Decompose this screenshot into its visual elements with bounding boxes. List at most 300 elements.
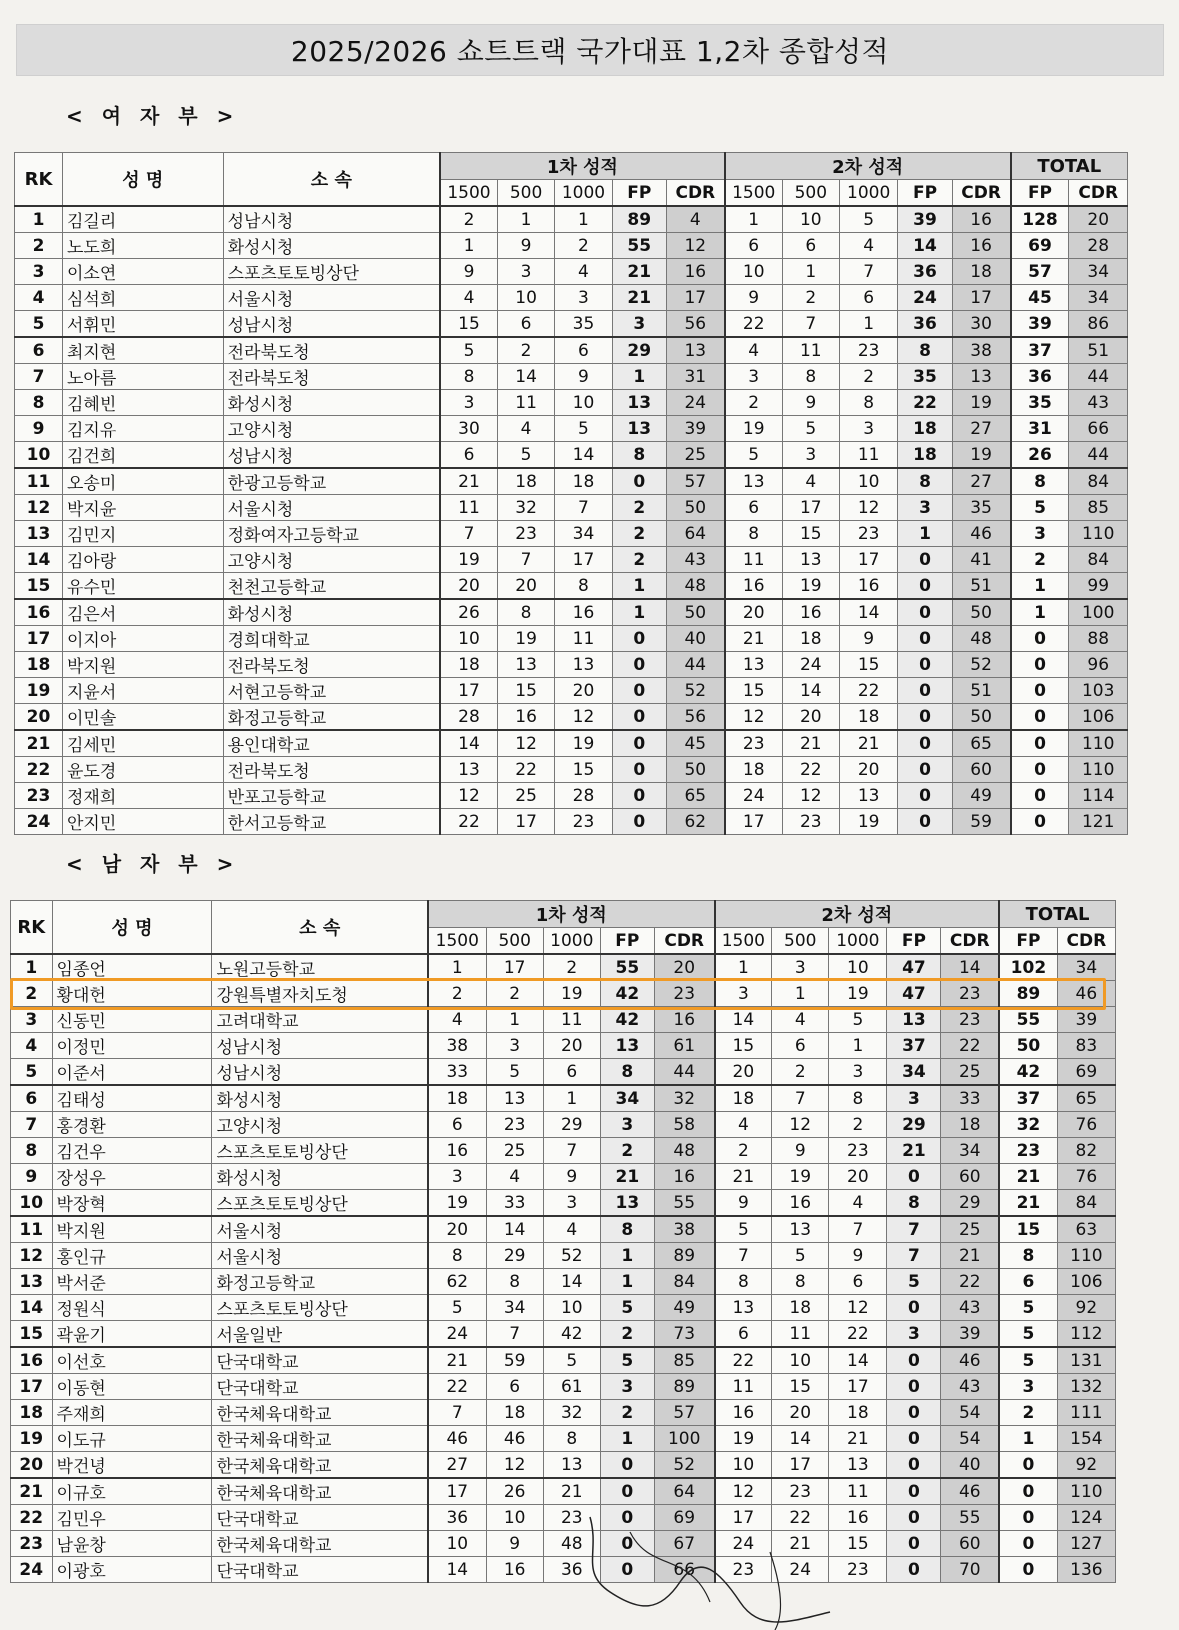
round1-fp-cell: 42	[600, 981, 654, 1007]
round1-cdr-cell: 16	[654, 1164, 714, 1190]
skater-name-cell: 김길리	[62, 206, 223, 233]
affiliation-cell: 서울시청	[223, 495, 440, 521]
round2-cdr-cell: 29	[941, 1190, 999, 1217]
total-cdr-cell: 92	[1057, 1295, 1115, 1321]
skater-name-cell: 이동현	[52, 1374, 212, 1400]
round1-cdr-cell: 64	[666, 521, 724, 547]
round2-d500-cell: 2	[772, 1059, 829, 1086]
round2-cdr-cell: 54	[941, 1426, 999, 1452]
round1-d1000-cell: 29	[543, 1112, 600, 1138]
round2-d500-cell: 5	[782, 416, 839, 442]
round1-d1000-cell: 1	[543, 1085, 600, 1112]
round1-cdr-cell: 16	[654, 1007, 714, 1033]
table-row	[11, 1478, 1116, 1505]
affiliation-cell: 한서고등학교	[223, 809, 440, 835]
table-row	[11, 1033, 1116, 1059]
round1-cdr-cell: 89	[654, 1243, 714, 1269]
round2-d500-header: 500	[782, 180, 839, 207]
round2-d1500-cell: 23	[715, 1557, 772, 1583]
round1-d1500-cell: 13	[440, 757, 497, 783]
round1-d1000-cell: 61	[543, 1374, 600, 1400]
round2-d1500-cell: 12	[725, 704, 782, 731]
table-row	[11, 1269, 1116, 1295]
total-cdr-cell: 106	[1069, 704, 1128, 731]
round2-d1000-cell: 3	[829, 1059, 887, 1086]
skater-name-cell: 김태성	[52, 1085, 212, 1112]
round2-fp-cell: 0	[898, 547, 952, 573]
round1-d1000-header: 1000	[555, 180, 612, 207]
round1-fp-cell: 13	[600, 1033, 654, 1059]
round2-d1000-cell: 21	[829, 1426, 887, 1452]
affiliation-cell: 단국대학교	[212, 1374, 428, 1400]
total-fp-cell: 21	[999, 1190, 1057, 1217]
round1-cdr-cell: 66	[654, 1557, 714, 1583]
total-cdr-cell: 83	[1057, 1033, 1115, 1059]
round2-fp-cell: 0	[887, 1531, 941, 1557]
round2-d500-cell: 24	[782, 652, 839, 678]
round1-d1000-cell: 15	[555, 757, 612, 783]
round1-cdr-cell: 56	[666, 311, 724, 338]
round2-fp-header: FP	[898, 180, 952, 207]
rank-cell: 22	[15, 757, 63, 783]
skater-name-cell: 황대헌	[52, 981, 212, 1007]
round2-d1000-cell: 17	[839, 547, 897, 573]
round2-fp-cell: 39	[898, 206, 952, 233]
round1-d500-cell: 5	[497, 442, 554, 469]
table-row	[11, 1400, 1116, 1426]
table-row	[15, 521, 1128, 547]
round2-d500-cell: 17	[782, 495, 839, 521]
round2-fp-cell: 13	[887, 1007, 941, 1033]
affiliation-cell: 한국체육대학교	[212, 1478, 428, 1505]
round1-d500-cell: 32	[497, 495, 554, 521]
round1-fp-cell: 8	[600, 1059, 654, 1086]
round2-d500-cell: 8	[772, 1269, 829, 1295]
round2-d1000-cell: 6	[829, 1269, 887, 1295]
round2-cdr-cell: 70	[941, 1557, 999, 1583]
round1-d1500-cell: 46	[428, 1426, 486, 1452]
affiliation-cell: 천천고등학교	[223, 573, 440, 600]
skater-name-cell: 장성우	[52, 1164, 212, 1190]
skater-name-cell: 임종언	[52, 954, 212, 981]
round2-cdr-cell: 54	[941, 1400, 999, 1426]
total-fp-cell: 0	[1011, 757, 1069, 783]
round1-fp-cell: 2	[600, 1400, 654, 1426]
round1-d1500-cell: 2	[440, 206, 497, 233]
round1-fp-cell: 13	[600, 1190, 654, 1217]
rank-cell: 13	[11, 1269, 53, 1295]
round2-d1500-cell: 16	[725, 573, 782, 600]
round1-d1000-cell: 21	[543, 1478, 600, 1505]
round1-d1500-cell: 26	[440, 599, 497, 626]
affiliation-cell: 성남시청	[223, 442, 440, 469]
round2-d1000-cell: 15	[829, 1531, 887, 1557]
round1-fp-cell: 0	[612, 757, 666, 783]
round1-d500-cell: 7	[486, 1321, 543, 1348]
round1-d500-cell: 18	[497, 468, 554, 495]
round2-cdr-cell: 21	[941, 1243, 999, 1269]
round1-d1500-cell: 24	[428, 1321, 486, 1348]
round1-fp-cell: 34	[600, 1085, 654, 1112]
skater-name-cell: 이광호	[52, 1557, 212, 1583]
round2-d500-cell: 7	[782, 311, 839, 338]
round2-cdr-cell: 16	[952, 233, 1010, 259]
total-cdr-cell: 43	[1069, 390, 1128, 416]
round2-d1000-cell: 16	[829, 1505, 887, 1531]
round1-d1500-cell: 19	[428, 1190, 486, 1217]
round1-cdr-cell: 61	[654, 1033, 714, 1059]
round2-cdr-cell: 43	[941, 1374, 999, 1400]
skater-name-cell: 서휘민	[62, 311, 223, 338]
round1-d1500-cell: 20	[428, 1216, 486, 1243]
round2-d1000-cell: 16	[839, 573, 897, 600]
total-cdr-cell: 106	[1057, 1269, 1115, 1295]
table-row	[15, 364, 1128, 390]
round2-cdr-header: CDR	[941, 928, 999, 955]
round2-d500-cell: 1	[772, 981, 829, 1007]
round1-cdr-cell: 69	[654, 1505, 714, 1531]
round1-cdr-cell: 44	[666, 652, 724, 678]
affiliation-cell: 스포츠토토빙상단	[212, 1295, 428, 1321]
affiliation-cell: 전라북도청	[223, 337, 440, 364]
round1-cdr-cell: 62	[666, 809, 724, 835]
round1-d1000-cell: 34	[555, 521, 612, 547]
total-fp-cell: 2	[999, 1400, 1057, 1426]
round2-cdr-cell: 48	[952, 626, 1010, 652]
affiliation-cell: 한국체육대학교	[212, 1426, 428, 1452]
round1-fp-cell: 0	[600, 1505, 654, 1531]
total-fp-cell: 0	[1011, 626, 1069, 652]
rank-header: RK	[15, 153, 63, 207]
affiliation-cell: 서울시청	[212, 1216, 428, 1243]
round2-d500-cell: 9	[772, 1138, 829, 1164]
round2-d1500-cell: 13	[715, 1295, 772, 1321]
round2-d1000-cell: 11	[829, 1478, 887, 1505]
round2-d500-cell: 7	[772, 1085, 829, 1112]
round2-d500-cell: 3	[782, 442, 839, 469]
round1-d1500-cell: 38	[428, 1033, 486, 1059]
skater-name-cell: 이지아	[62, 626, 223, 652]
total-cdr-cell: 103	[1069, 678, 1128, 704]
round2-d500-header: 500	[772, 928, 829, 955]
round2-d1500-cell: 15	[725, 678, 782, 704]
round2-d1500-cell: 4	[715, 1112, 772, 1138]
affiliation-cell: 고양시청	[212, 1112, 428, 1138]
rank-cell: 8	[11, 1138, 53, 1164]
round1-cdr-cell: 50	[666, 495, 724, 521]
affiliation-cell: 정화여자고등학교	[223, 521, 440, 547]
round1-fp-cell: 0	[612, 678, 666, 704]
rank-cell: 15	[11, 1321, 53, 1348]
round1-d500-cell: 20	[497, 573, 554, 600]
table-row	[15, 809, 1128, 835]
round1-d1000-cell: 32	[543, 1400, 600, 1426]
total-cdr-cell: 76	[1057, 1164, 1115, 1190]
total-cdr-cell: 111	[1057, 1400, 1115, 1426]
total-fp-header: FP	[1011, 180, 1069, 207]
round2-d1000-cell: 20	[829, 1164, 887, 1190]
table-row	[11, 1190, 1116, 1217]
round2-d500-cell: 18	[772, 1295, 829, 1321]
round2-d1000-cell: 23	[829, 1138, 887, 1164]
skater-name-cell: 이정민	[52, 1033, 212, 1059]
round1-d1000-cell: 5	[543, 1347, 600, 1374]
round1-cdr-cell: 23	[654, 981, 714, 1007]
round1-d1000-cell: 18	[555, 468, 612, 495]
round2-d1500-cell: 21	[725, 626, 782, 652]
affiliation-cell: 노원고등학교	[212, 954, 428, 981]
round1-fp-cell: 0	[612, 626, 666, 652]
round2-d1500-cell: 16	[715, 1400, 772, 1426]
round2-fp-cell: 7	[887, 1216, 941, 1243]
skater-name-cell: 안지민	[62, 809, 223, 835]
round1-cdr-cell: 44	[654, 1059, 714, 1086]
total-fp-cell: 0	[999, 1557, 1057, 1583]
round1-cdr-cell: 40	[666, 626, 724, 652]
round2-cdr-cell: 35	[952, 495, 1010, 521]
skater-name-cell: 곽윤기	[52, 1321, 212, 1348]
affiliation-cell: 전라북도청	[223, 652, 440, 678]
total-fp-cell: 37	[999, 1085, 1057, 1112]
round2-d500-cell: 14	[782, 678, 839, 704]
round1-cdr-cell: 48	[654, 1138, 714, 1164]
round2-d500-cell: 23	[782, 809, 839, 835]
round1-fp-header: FP	[600, 928, 654, 955]
rank-cell: 15	[15, 573, 63, 600]
round1-fp-cell: 13	[612, 416, 666, 442]
round1-d500-cell: 15	[497, 678, 554, 704]
skater-name-cell: 김민우	[52, 1505, 212, 1531]
round2-d1000-cell: 14	[839, 599, 897, 626]
round1-d500-cell: 12	[486, 1452, 543, 1479]
round2-cdr-cell: 59	[952, 809, 1010, 835]
rank-cell: 12	[11, 1243, 53, 1269]
round1-fp-cell: 0	[612, 704, 666, 731]
round2-cdr-cell: 51	[952, 678, 1010, 704]
round1-d500-cell: 14	[486, 1216, 543, 1243]
round2-d1000-cell: 10	[839, 468, 897, 495]
round1-d1500-cell: 1	[428, 954, 486, 981]
round2-cdr-cell: 46	[952, 521, 1010, 547]
round2-cdr-cell: 52	[952, 652, 1010, 678]
round1-d1500-cell: 2	[428, 981, 486, 1007]
round1-fp-cell: 1	[612, 364, 666, 390]
affiliation-cell: 화정고등학교	[212, 1269, 428, 1295]
round1-d1500-cell: 62	[428, 1269, 486, 1295]
round1-d1500-cell: 3	[440, 390, 497, 416]
round2-d500-cell: 15	[772, 1374, 829, 1400]
round2-d500-cell: 17	[772, 1452, 829, 1479]
round2-cdr-header: CDR	[952, 180, 1010, 207]
round2-d1500-cell: 1	[725, 206, 782, 233]
round2-fp-cell: 5	[887, 1269, 941, 1295]
round2-fp-cell: 36	[898, 259, 952, 285]
round1-cdr-cell: 13	[666, 337, 724, 364]
round1-cdr-cell: 12	[666, 233, 724, 259]
round2-cdr-cell: 22	[941, 1033, 999, 1059]
total-fp-cell: 35	[1011, 390, 1069, 416]
affiliation-cell: 서울시청	[223, 285, 440, 311]
round2-fp-cell: 0	[887, 1452, 941, 1479]
table-row	[15, 547, 1128, 573]
total-cdr-cell: 110	[1057, 1478, 1115, 1505]
round2-d1000-cell: 1	[839, 311, 897, 338]
round1-cdr-cell: 85	[654, 1347, 714, 1374]
round1-fp-cell: 3	[600, 1112, 654, 1138]
total-fp-header: FP	[999, 928, 1057, 955]
round1-fp-cell: 3	[600, 1374, 654, 1400]
round2-d1500-cell: 2	[715, 1138, 772, 1164]
total-fp-cell: 21	[999, 1164, 1057, 1190]
rank-cell: 1	[11, 954, 53, 981]
total-fp-cell: 1	[999, 1426, 1057, 1452]
affiliation-cell: 성남시청	[212, 1059, 428, 1086]
round1-d500-header: 500	[486, 928, 543, 955]
affiliation-cell: 화정고등학교	[223, 704, 440, 731]
round1-d500-cell: 2	[486, 981, 543, 1007]
round2-d1000-cell: 20	[839, 757, 897, 783]
skater-name-cell: 김민지	[62, 521, 223, 547]
round1-d1500-cell: 10	[428, 1531, 486, 1557]
round1-d500-cell: 59	[486, 1347, 543, 1374]
skater-name-cell: 박서준	[52, 1269, 212, 1295]
table-row	[11, 1426, 1116, 1452]
round1-d1500-cell: 17	[440, 678, 497, 704]
round1-d1000-cell: 20	[543, 1033, 600, 1059]
round1-d1500-cell: 36	[428, 1505, 486, 1531]
total-fp-cell: 0	[999, 1478, 1057, 1505]
round2-fp-cell: 3	[887, 1085, 941, 1112]
rank-cell: 14	[11, 1295, 53, 1321]
round1-cdr-cell: 84	[654, 1269, 714, 1295]
rank-cell: 23	[15, 783, 63, 809]
round1-d500-cell: 11	[497, 390, 554, 416]
round2-fp-cell: 18	[898, 416, 952, 442]
round2-cdr-cell: 60	[941, 1531, 999, 1557]
round2-fp-cell: 0	[898, 809, 952, 835]
round1-d500-cell: 10	[497, 285, 554, 311]
round1-d1500-cell: 14	[440, 730, 497, 757]
round1-d1500-cell: 7	[428, 1400, 486, 1426]
affiliation-cell: 한광고등학교	[223, 468, 440, 495]
round1-fp-header: FP	[612, 180, 666, 207]
skater-name-cell: 윤도경	[62, 757, 223, 783]
round2-fp-cell: 0	[887, 1295, 941, 1321]
total-fp-cell: 69	[1011, 233, 1069, 259]
total-cdr-cell: 66	[1069, 416, 1128, 442]
round2-fp-cell: 37	[887, 1033, 941, 1059]
round1-d500-cell: 33	[486, 1190, 543, 1217]
round1-fp-cell: 29	[612, 337, 666, 364]
rank-cell: 6	[11, 1085, 53, 1112]
round1-d1500-cell: 22	[428, 1374, 486, 1400]
total-cdr-cell: 63	[1057, 1216, 1115, 1243]
round1-fp-cell: 0	[600, 1478, 654, 1505]
table-row	[15, 468, 1128, 495]
round2-d1500-header: 1500	[715, 928, 772, 955]
round2-d1500-cell: 17	[715, 1505, 772, 1531]
round2-cdr-cell: 25	[941, 1216, 999, 1243]
round2-d500-cell: 5	[772, 1243, 829, 1269]
round2-d1500-cell: 11	[715, 1374, 772, 1400]
round1-d1500-cell: 3	[428, 1164, 486, 1190]
round1-cdr-cell: 17	[666, 285, 724, 311]
total-fp-cell: 6	[999, 1269, 1057, 1295]
rank-cell: 24	[15, 809, 63, 835]
name-header: 성 명	[52, 901, 212, 955]
total-fp-cell: 3	[999, 1374, 1057, 1400]
total-cdr-cell: 20	[1069, 206, 1128, 233]
round2-fp-cell: 47	[887, 954, 941, 981]
total-fp-cell: 5	[999, 1347, 1057, 1374]
round1-d1000-cell: 52	[543, 1243, 600, 1269]
round2-d1000-cell: 8	[829, 1085, 887, 1112]
round1-d500-cell: 29	[486, 1243, 543, 1269]
round2-d500-cell: 12	[772, 1112, 829, 1138]
skater-name-cell: 정재희	[62, 783, 223, 809]
total-fp-cell: 5	[999, 1295, 1057, 1321]
round1-header: 1차 성적	[440, 153, 725, 180]
rank-cell: 7	[11, 1112, 53, 1138]
rank-cell: 19	[15, 678, 63, 704]
round2-d1500-cell: 7	[715, 1243, 772, 1269]
round2-d500-cell: 2	[782, 285, 839, 311]
round2-d500-cell: 16	[782, 599, 839, 626]
total-fp-cell: 3	[1011, 521, 1069, 547]
round1-fp-cell: 0	[600, 1531, 654, 1557]
round1-d1000-cell: 4	[555, 259, 612, 285]
round1-d500-cell: 6	[486, 1374, 543, 1400]
round1-d500-cell: 12	[497, 730, 554, 757]
round2-d1000-cell: 2	[829, 1112, 887, 1138]
round2-d1000-cell: 19	[839, 809, 897, 835]
table-row	[11, 1505, 1116, 1531]
round2-d1500-cell: 18	[715, 1085, 772, 1112]
round2-d1500-cell: 5	[715, 1216, 772, 1243]
round2-cdr-cell: 27	[952, 416, 1010, 442]
round2-d1000-cell: 12	[839, 495, 897, 521]
skater-name-cell: 박장혁	[52, 1190, 212, 1217]
round2-d500-cell: 3	[772, 954, 829, 981]
total-fp-cell: 55	[999, 1007, 1057, 1033]
round2-d1500-cell: 3	[715, 981, 772, 1007]
round1-cdr-cell: 100	[654, 1426, 714, 1452]
total-fp-cell: 0	[999, 1531, 1057, 1557]
round2-fp-cell: 0	[898, 573, 952, 600]
round2-fp-cell: 21	[887, 1138, 941, 1164]
affiliation-cell: 전라북도청	[223, 364, 440, 390]
total-cdr-cell: 132	[1057, 1374, 1115, 1400]
round2-cdr-cell: 51	[952, 573, 1010, 600]
round2-d1000-cell: 13	[839, 783, 897, 809]
round1-d1000-cell: 9	[555, 364, 612, 390]
total-fp-cell: 5	[1011, 495, 1069, 521]
round2-d1500-cell: 10	[715, 1452, 772, 1479]
table-row	[15, 442, 1128, 469]
total-fp-cell: 0	[1011, 678, 1069, 704]
round2-d1000-cell: 22	[839, 678, 897, 704]
total-fp-cell: 36	[1011, 364, 1069, 390]
total-cdr-cell: 39	[1057, 1007, 1115, 1033]
total-cdr-cell: 110	[1069, 730, 1128, 757]
round1-fp-cell: 13	[612, 390, 666, 416]
table-row	[15, 783, 1128, 809]
round2-cdr-cell: 40	[941, 1452, 999, 1479]
round1-fp-cell: 21	[600, 1164, 654, 1190]
table-row	[15, 416, 1128, 442]
round1-fp-cell: 2	[612, 495, 666, 521]
round2-d1500-cell: 20	[715, 1059, 772, 1086]
